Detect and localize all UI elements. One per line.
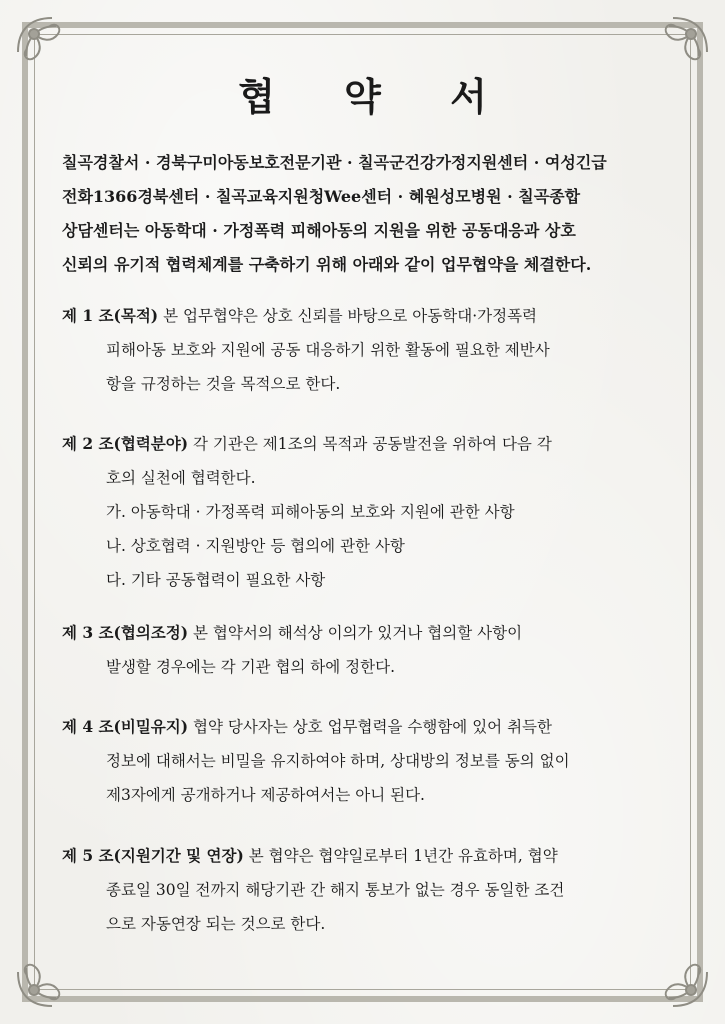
article-3 — [62, 616, 666, 684]
corner-ornament-icon — [635, 934, 713, 1012]
intro-line: 상담센터는 아동학대 · 가정폭력 피해아동의 지원을 위한 공동대응과 상호 — [62, 221, 576, 240]
corner-ornament-icon — [12, 934, 90, 1012]
article-text: 협약 당사자는 상호 업무협력을 수행함에 있어 취득한 — [188, 718, 552, 736]
article-text: 본 협약서의 해석상 이의가 있거나 협의할 사항이 — [188, 624, 523, 642]
article-list-item: 나. 상호협력 · 지원방안 등 협의에 관한 사항 — [106, 537, 405, 555]
article-text: 본 업무협약은 상호 신뢰를 바탕으로 아동학대·가정폭력 — [158, 307, 538, 325]
article-5 — [62, 839, 666, 941]
article-text: 각 기관은 제1조의 목적과 공동발전을 위하여 다음 각 — [188, 435, 552, 453]
intro-line: 칠곡경찰서 · 경북구미아동보호전문기관 · 칠곡군건강가정지원센터 · 여성긴급 — [62, 153, 607, 172]
article-4 — [62, 710, 666, 812]
article-1 — [62, 299, 666, 401]
article-heading: 제 5 조(지원기간 및 연장) — [62, 846, 244, 865]
article-heading: 제 1 조(목적) — [62, 306, 159, 325]
article-text: 종료일 30일 전까지 해당기관 간 해지 통보가 없는 경우 동일한 조건 — [106, 881, 565, 899]
article-heading: 제 4 조(비밀유지) — [62, 717, 189, 736]
article-text: 제3자에게 공개하거나 제공하여서는 아니 된다. — [106, 786, 425, 804]
article-text: 피해아동 보호와 지원에 공동 대응하기 위한 활동에 필요한 제반사 — [106, 341, 550, 359]
article-heading: 제 2 조(협력분야) — [62, 434, 189, 453]
article-list-item: 다. 기타 공동협력이 필요한 사항 — [106, 571, 326, 589]
document-title: 협 약 서 — [238, 74, 515, 119]
article-list-item: 가. 아동학대 · 가정폭력 피해아동의 보호와 지원에 관한 사항 — [106, 503, 515, 521]
intro-line: 신뢰의 유기적 협력체계를 구축하기 위해 아래와 같이 업무협약을 체결한다. — [62, 255, 592, 274]
article-text: 으로 자동연장 되는 것으로 한다. — [106, 915, 326, 933]
article-text: 호의 실천에 협력한다. — [106, 469, 256, 487]
intro-line: 전화1366경북센터 · 칠곡교육지원청Wee센터 · 혜원성모병원 · 칠곡종합 — [62, 187, 581, 206]
article-2 — [62, 427, 666, 597]
article-text: 항을 규정하는 것을 목적으로 한다. — [106, 375, 341, 393]
article-text: 본 협약은 협약일로부터 1년간 유효하며, 협약 — [243, 847, 558, 865]
article-text: 발생할 경우에는 각 기관 협의 하에 정한다. — [106, 658, 396, 676]
intro-paragraph — [62, 146, 666, 282]
article-heading: 제 3 조(협의조정) — [62, 623, 189, 642]
article-text: 정보에 대해서는 비밀을 유지하여야 하며, 상대방의 정보를 동의 없이 — [106, 752, 570, 770]
